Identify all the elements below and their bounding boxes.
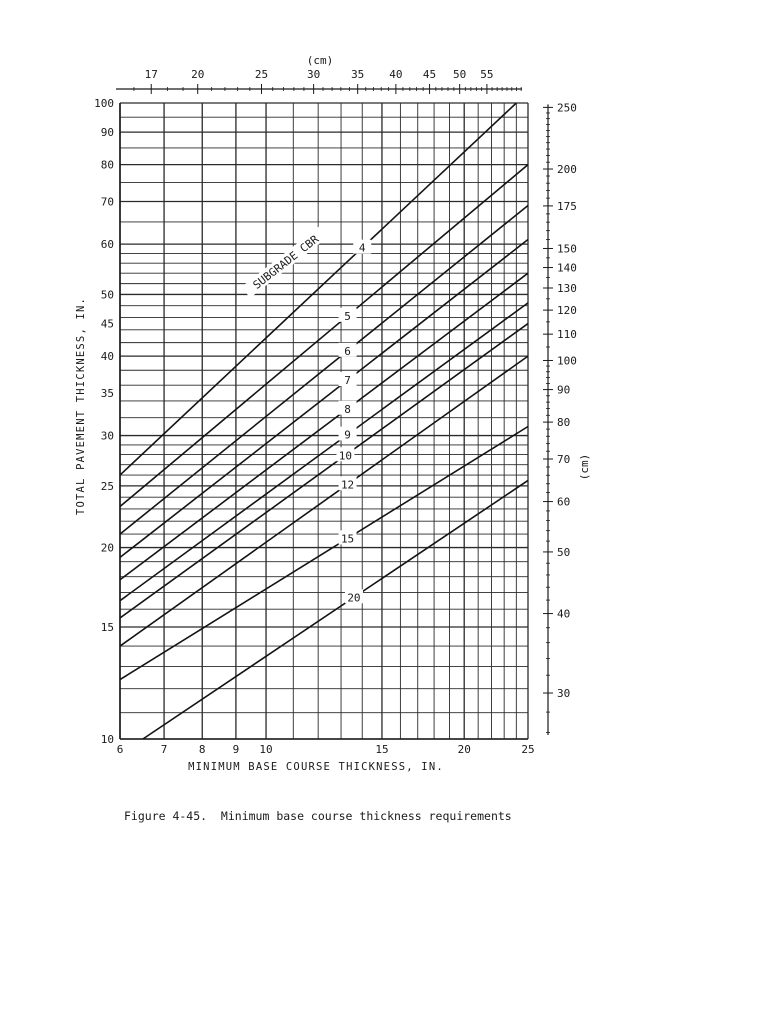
right-axis-tick-label: 110: [557, 328, 577, 342]
right-axis-tick-label: 140: [557, 261, 577, 275]
cbr-curve-label-4: 4: [358, 241, 366, 255]
top-axis-tick-label: 50: [453, 68, 467, 81]
x-tick-label: 10: [259, 743, 273, 756]
cbr-curve-label-20: 20: [347, 591, 361, 605]
cbr-curve-label-15: 15: [340, 532, 355, 546]
x-tick-label: 20: [457, 743, 471, 756]
right-axis-tick-label: 50: [557, 545, 571, 559]
x-tick-label: 7: [160, 743, 168, 756]
y-tick-label: 40: [100, 350, 114, 364]
cbr-curve-10: [120, 324, 528, 618]
x-tick-label: 15: [375, 743, 389, 756]
right-axis-title: (cm): [578, 453, 591, 481]
x-tick-label: 6: [116, 743, 124, 756]
right-axis-tick-label: 40: [557, 607, 571, 621]
right-axis-tick-label: 250: [557, 101, 577, 115]
cbr-curve-label-6: 6: [344, 344, 351, 358]
subgrade-cbr-label: SUBGRADE CBR: [250, 232, 322, 292]
cbr-curve-6: [120, 205, 528, 534]
cbr-curve-9: [120, 303, 528, 601]
y-tick-label: 20: [100, 541, 114, 555]
top-axis-tick-label: 25: [254, 68, 269, 81]
x-axis-title: MINIMUM BASE COURSE THICKNESS, IN.: [188, 761, 444, 773]
right-axis-tick-label: 30: [557, 687, 571, 701]
top-axis-tick-label: 40: [389, 68, 403, 81]
y-tick-label: 15: [100, 621, 114, 635]
right-axis-tick-label: 130: [557, 282, 577, 296]
cbr-curve-7: [120, 240, 528, 558]
y-tick-label: 45: [100, 317, 114, 331]
cbr-curve-label-12: 12: [340, 478, 355, 492]
y-tick-label: 30: [100, 429, 114, 443]
top-axis-title: (cm): [306, 54, 334, 67]
x-tick-label: 8: [198, 743, 206, 756]
right-axis-tick-label: 70: [557, 452, 571, 466]
y-tick-label: 90: [100, 126, 114, 140]
top-axis-tick-label: 17: [144, 68, 158, 81]
y-tick-label: 35: [100, 386, 114, 400]
cbr-curve-label-7: 7: [344, 374, 351, 388]
top-axis-tick-label: 35: [351, 68, 365, 81]
cbr-curve-5: [120, 165, 528, 507]
top-axis-tick-label: 45: [422, 68, 437, 81]
x-tick-label: 25: [521, 743, 535, 756]
right-axis-tick-label: 150: [557, 242, 577, 256]
y-tick-label: 10: [100, 733, 114, 746]
y-tick-label: 25: [100, 479, 114, 493]
cbr-curve-12: [120, 356, 528, 646]
cbr-curve-label-10: 10: [338, 449, 353, 463]
right-axis-tick-label: 100: [557, 354, 577, 368]
cbr-curve-label-5: 5: [344, 309, 351, 323]
x-tick-label: 9: [232, 743, 240, 756]
right-axis-tick-label: 200: [557, 163, 577, 177]
right-axis-tick-label: 175: [557, 199, 577, 213]
cbr-curve-label-9: 9: [344, 428, 351, 442]
right-axis-tick-label: 60: [557, 495, 571, 509]
y-axis-title: TOTAL PAVEMENT THICKNESS, IN.: [75, 296, 87, 516]
figure-caption: Figure 4-45. Minimum base course thickness requirements: [124, 809, 512, 823]
right-axis-tick-label: 80: [557, 416, 571, 430]
top-axis-tick-label: 20: [191, 68, 205, 81]
y-tick-label: 100: [94, 97, 114, 110]
cbr-curve-label-8: 8: [344, 402, 351, 416]
y-tick-label: 70: [100, 195, 114, 209]
y-tick-label: 60: [100, 238, 114, 252]
right-axis-tick-label: 90: [557, 383, 571, 397]
top-axis-tick-label: 30: [307, 68, 321, 81]
top-axis-tick-label: 55: [480, 68, 494, 81]
right-axis-tick-label: 120: [557, 304, 577, 318]
y-tick-label: 80: [100, 158, 114, 172]
y-tick-label: 50: [100, 288, 114, 302]
